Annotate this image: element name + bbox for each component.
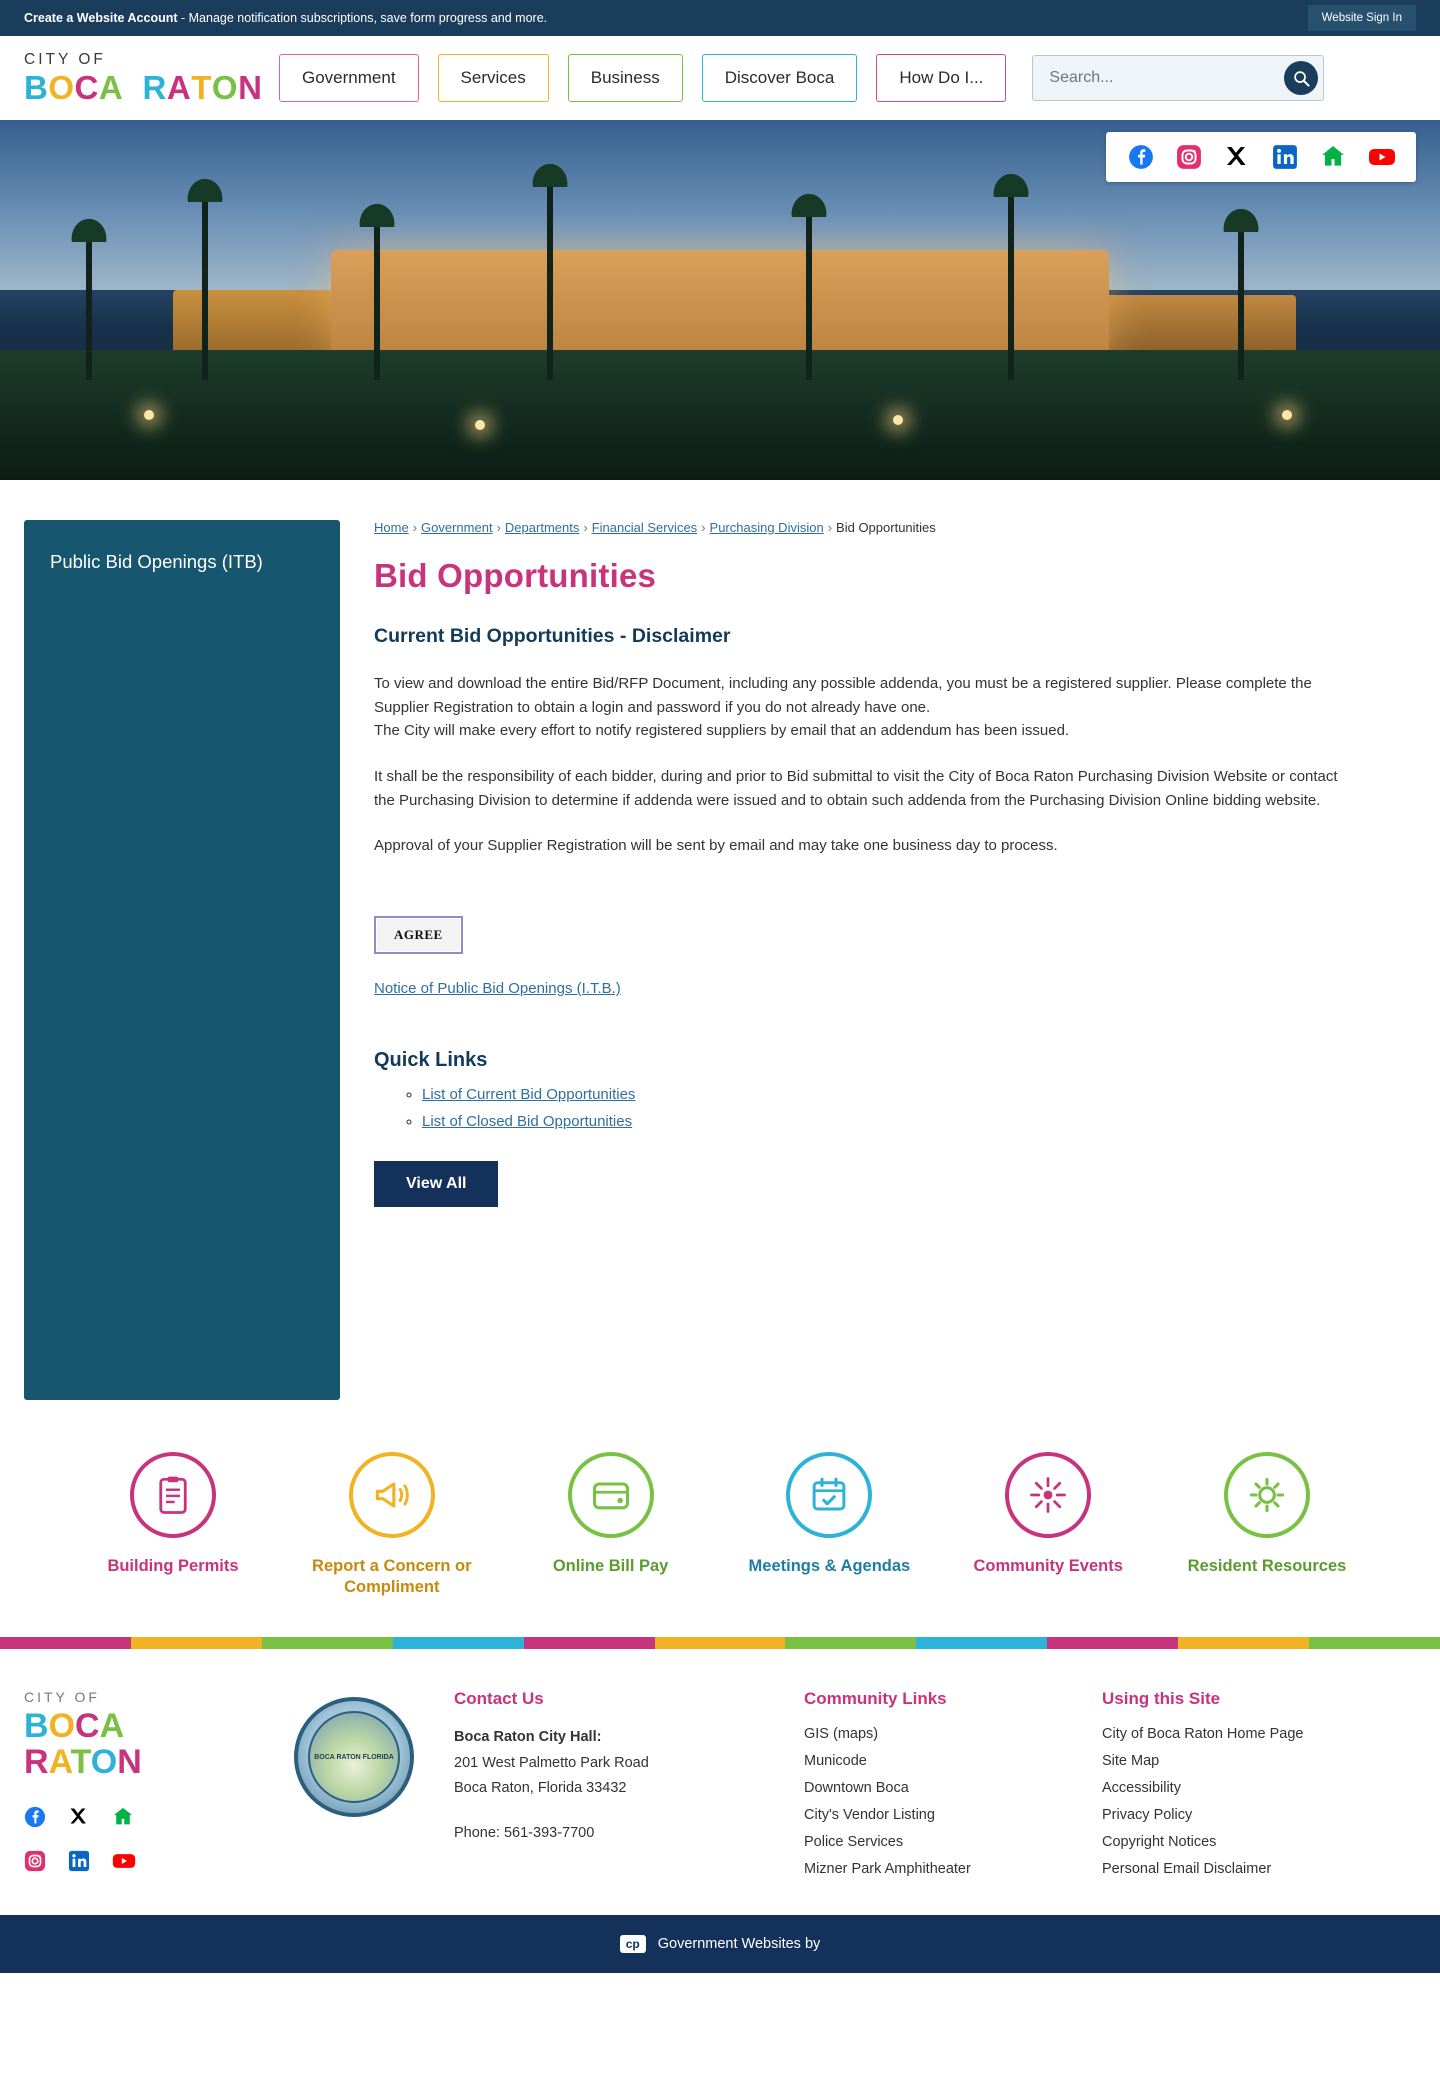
footer-bottom-bar [0, 1915, 1440, 1973]
link-citys-vendor-listing[interactable]: City's Vendor Listing [804, 1807, 935, 1824]
search-icon [1293, 70, 1310, 87]
nav-item-discover-boca[interactable]: Discover Boca [702, 54, 858, 102]
quick-links-list [374, 1086, 1356, 1131]
address-line-2: Boca Raton, Florida 33432 [454, 1780, 627, 1796]
sidebar [24, 520, 340, 1400]
notice-public-bid-openings-link[interactable]: Notice of Public Bid Openings (I.T.B.) [374, 980, 621, 998]
breadcrumb-item-purchasing-division[interactable]: Purchasing Division [709, 520, 824, 535]
breadcrumb-separator: › [583, 520, 588, 535]
calendar-check-icon [786, 1452, 872, 1538]
list-item [804, 1779, 1062, 1797]
social-media-bar [1106, 132, 1416, 182]
disclaimer-paragraph-3: Approval of your Supplier Registration will be sent by email and may take one business day to process. [374, 837, 1058, 855]
logo-wordmark: BOCA RATON [24, 68, 263, 106]
breadcrumb [374, 520, 1356, 535]
palm-tree [547, 175, 553, 380]
civicplus-logo-icon: cp [620, 1935, 646, 1953]
list-item [1102, 1752, 1352, 1770]
quick-action-label: Building Permits [107, 1557, 239, 1575]
nav-item-services[interactable]: Services [438, 54, 549, 102]
site-footer [0, 1649, 1440, 1915]
quick-action-label: Online Bill Pay [552, 1557, 669, 1575]
list-item [422, 1086, 1356, 1104]
community-links-heading: Community Links [804, 1689, 947, 1709]
footer-logo-wordmark: BOCA RATON [24, 1707, 142, 1781]
list-item [422, 1113, 1356, 1131]
community-links-list [804, 1725, 1062, 1878]
create-account-rest: - Manage notification subscriptions, save form progress and more. [177, 11, 548, 25]
section-subtitle: Current Bid Opportunities - Disclaimer [374, 625, 731, 647]
facebook-icon[interactable] [24, 1806, 50, 1832]
hero-ground [0, 350, 1440, 480]
utility-bar [0, 0, 1440, 36]
search-container [1032, 55, 1324, 101]
list-item [804, 1752, 1062, 1770]
nav-item-how-do-i[interactable]: How Do I... [876, 54, 1006, 102]
palm-tree [806, 205, 812, 380]
quick-action-label: Resident Resources [1187, 1557, 1347, 1575]
list-item [1102, 1860, 1352, 1878]
list-item [1102, 1725, 1352, 1743]
youtube-icon[interactable] [112, 1850, 138, 1876]
footer-logo-city-of: CITY OF [24, 1689, 100, 1706]
quick-links-title: Quick Links [374, 1049, 488, 1072]
nav-item-business[interactable]: Business [568, 54, 683, 102]
address-line-1: 201 West Palmetto Park Road [454, 1754, 649, 1771]
breadcrumb-separator: › [827, 520, 833, 535]
link-gis-maps[interactable]: GIS (maps) [804, 1726, 879, 1743]
site-logo[interactable] [24, 52, 279, 104]
breadcrumb-separator: › [701, 520, 706, 535]
breadcrumb-item-current: Bid Opportunities [836, 520, 936, 535]
nextdoor-icon[interactable] [112, 1806, 138, 1832]
footer-column-community-links [804, 1689, 1062, 1887]
agree-button[interactable]: AGREE [374, 916, 463, 954]
fireworks-icon [1005, 1452, 1091, 1538]
link-copyright-notices[interactable]: Copyright Notices [1102, 1834, 1217, 1851]
breadcrumb-item-departments[interactable]: Departments [504, 520, 580, 535]
list-item [1102, 1779, 1352, 1797]
breadcrumb-item-financial-services[interactable]: Financial Services [591, 520, 698, 535]
link-municode[interactable]: Municode [804, 1753, 867, 1770]
quick-action-label: Community Events [973, 1557, 1123, 1575]
breadcrumb-item-government[interactable]: Government [421, 520, 493, 535]
disclaimer-paragraph-2: It shall be the responsibility of each bidder, during and prior to Bid submittal to visit the City of Boca Raton Purchasing Division Website or contact the Purchasing Division to determine if addenda were issued and to obtain such addenda from the Purchasing Division Online bidding website. [374, 768, 1338, 809]
link-closed-bid-opportunities[interactable]: List of Closed Bid Opportunities [422, 1113, 633, 1131]
clipboard-permit-icon [130, 1452, 216, 1538]
link-mizner-park-amphitheater[interactable]: Mizner Park Amphitheater [804, 1861, 971, 1878]
color-strip [0, 1637, 1440, 1649]
facebook-icon[interactable] [1128, 144, 1154, 170]
disclaimer-text-1b: The City will make every effort to notify registered suppliers by email that an addendum has been issued. [374, 722, 1070, 740]
government-websites-by-text[interactable]: Government Websites by [657, 1936, 821, 1953]
quick-action-resident-resources[interactable] [1174, 1452, 1360, 1597]
quick-action-building-permits[interactable] [80, 1452, 266, 1597]
list-item [804, 1860, 1062, 1878]
linkedin-icon[interactable] [68, 1850, 94, 1876]
quick-action-report-concern[interactable] [299, 1452, 485, 1597]
quick-actions [0, 1400, 1440, 1637]
palm-tree [374, 215, 380, 380]
list-item [804, 1806, 1062, 1824]
sidebar-item-public-bid-openings[interactable]: Public Bid Openings (ITB) [50, 551, 263, 572]
breadcrumb-separator: › [496, 520, 501, 535]
phone-number: Phone: 561-393-7700 [454, 1825, 595, 1842]
logo-city-of: CITY OF [24, 51, 106, 69]
palm-tree [202, 190, 208, 380]
x-twitter-icon[interactable] [68, 1806, 94, 1832]
footer-social-links [24, 1806, 154, 1876]
breadcrumb-separator: › [412, 520, 418, 535]
disclaimer-text-1a: To view and download the entire Bid/RFP Document, including any possible addenda, you must be a registered supplier. Please complete the Supplier Registration to obtain a login and password if you do not already have one. [374, 675, 1312, 716]
quick-action-online-bill-pay[interactable] [518, 1452, 704, 1597]
quick-action-label: Report a Concern or Compliment [312, 1557, 472, 1596]
footer-logo-block [24, 1689, 254, 1887]
megaphone-icon [349, 1452, 435, 1538]
create-account-strong: Create a Website Account [24, 11, 178, 25]
street-lamp-light [1282, 410, 1292, 420]
link-police-services[interactable]: Police Services [804, 1834, 904, 1851]
list-item [1102, 1833, 1352, 1851]
link-personal-email-disclaimer[interactable]: Personal Email Disclaimer [1102, 1861, 1272, 1878]
site-header [0, 36, 1440, 120]
main-navigation [279, 54, 1006, 102]
gear-people-icon [1224, 1452, 1310, 1538]
city-seal-inner: BOCA RATON FLORIDA [308, 1711, 400, 1803]
city-seal [294, 1697, 414, 1817]
instagram-icon[interactable] [24, 1850, 50, 1876]
palm-tree [1238, 220, 1244, 380]
link-privacy-policy[interactable]: Privacy Policy [1102, 1807, 1193, 1824]
contact-us-heading: Contact Us [454, 1689, 544, 1709]
x-twitter-icon[interactable] [1224, 144, 1250, 170]
street-lamp-light [893, 415, 903, 425]
using-this-site-list [1102, 1725, 1352, 1878]
footer-column-contact [454, 1689, 764, 1887]
disclaimer-paragraph-1 [374, 672, 1356, 743]
nextdoor-icon[interactable] [1320, 144, 1346, 170]
nav-item-government[interactable]: Government [279, 54, 419, 102]
hero-banner [0, 120, 1440, 480]
instagram-icon[interactable] [1176, 144, 1202, 170]
link-downtown-boca[interactable]: Downtown Boca [804, 1780, 909, 1797]
page-body [0, 480, 1440, 1400]
quick-action-community-events[interactable] [955, 1452, 1141, 1597]
wallet-icon [568, 1452, 654, 1538]
quick-action-label: Meetings & Agendas [748, 1557, 911, 1575]
view-all-button[interactable]: View All [374, 1161, 498, 1207]
link-site-map[interactable]: Site Map [1102, 1753, 1160, 1770]
list-item [1102, 1806, 1352, 1824]
palm-tree [86, 230, 92, 380]
main-content [374, 520, 1416, 1247]
breadcrumb-item-home[interactable]: Home [374, 520, 409, 535]
youtube-icon[interactable] [1368, 144, 1394, 170]
using-this-site-heading: Using this Site [1102, 1689, 1221, 1709]
street-lamp-light [144, 410, 154, 420]
create-account-link[interactable] [24, 11, 547, 25]
link-accessibility[interactable]: Accessibility [1102, 1780, 1181, 1797]
page-title: Bid Opportunities [374, 557, 657, 594]
search-input[interactable] [1032, 55, 1324, 101]
link-home-page[interactable]: City of Boca Raton Home Page [1102, 1726, 1304, 1743]
quick-action-meetings-agendas[interactable] [736, 1452, 922, 1597]
footer-column-using-this-site [1102, 1689, 1352, 1887]
city-hall-label: Boca Raton City Hall: [454, 1729, 602, 1746]
palm-tree [1008, 185, 1014, 380]
website-sign-in-button[interactable]: Website Sign In [1308, 5, 1416, 31]
linkedin-icon[interactable] [1272, 144, 1298, 170]
link-current-bid-opportunities[interactable]: List of Current Bid Opportunities [422, 1086, 636, 1104]
list-item [804, 1833, 1062, 1851]
list-item [804, 1725, 1062, 1743]
